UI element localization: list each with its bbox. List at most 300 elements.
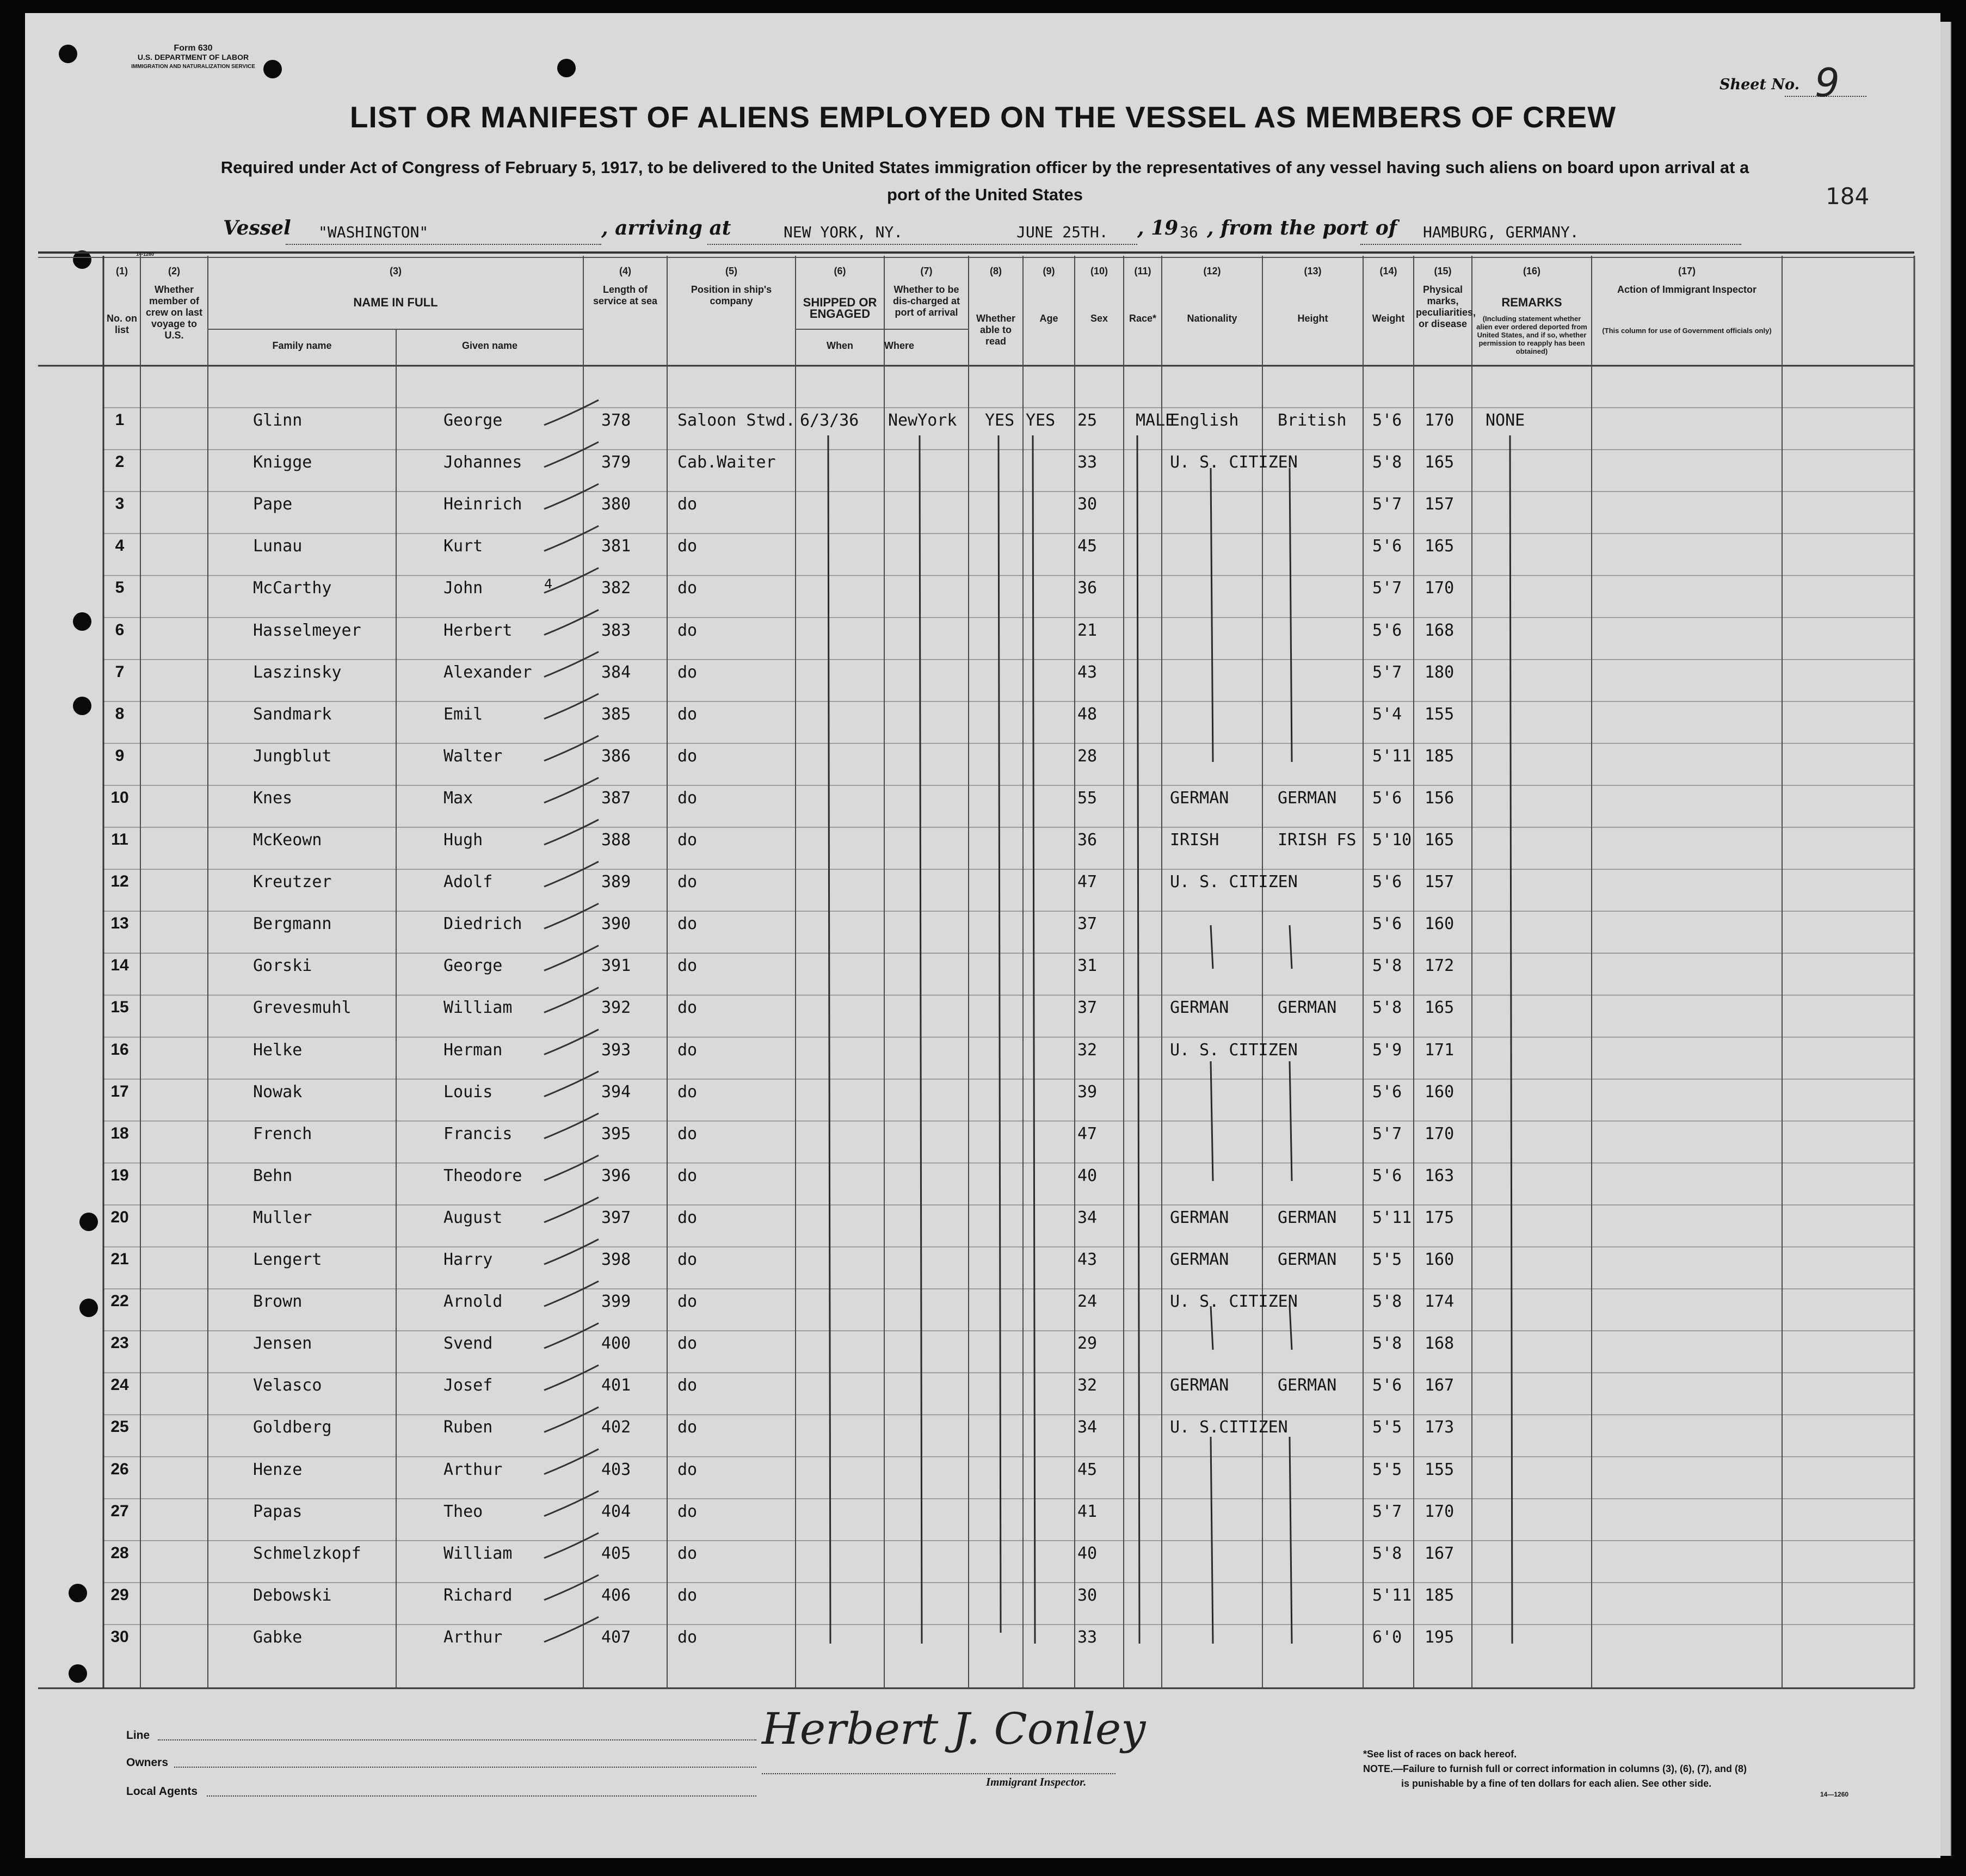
race: U. S. CITIZEN <box>1170 1292 1298 1312</box>
age: 32 <box>1077 1376 1098 1395</box>
length-of-service: 391 <box>601 956 631 976</box>
weight: 195 <box>1425 1627 1455 1647</box>
given-name: Heinrich <box>443 495 522 514</box>
ditto-line <box>1290 1437 1292 1644</box>
weight: 185 <box>1425 1585 1455 1605</box>
height: 5'5 <box>1372 1418 1402 1437</box>
check-mark <box>544 1030 599 1055</box>
weight: 155 <box>1425 1460 1455 1479</box>
age: 30 <box>1077 495 1098 514</box>
family-name: Henze <box>253 1460 303 1479</box>
family-name: Papas <box>253 1502 303 1521</box>
position-in-company: do <box>677 1376 698 1395</box>
subtitle-line-1: Required under Act of Congress of February 5, 1917, to be delivered to the United States immigration officer by the representatives of any vessel having such aliens on board upon arrival at a <box>220 158 1749 177</box>
sheet-number: 9 <box>1815 60 1840 106</box>
position-in-company: do <box>677 1543 698 1563</box>
given-name: George <box>443 411 503 430</box>
check-mark <box>544 1114 599 1139</box>
from-port: HAMBURG, GERMANY. <box>1423 223 1579 241</box>
ditto-line <box>1137 435 1139 1644</box>
column-number: (2) <box>168 266 180 276</box>
position-in-company: do <box>677 1082 698 1102</box>
column-number: (1) <box>116 266 128 276</box>
check-mark <box>544 1155 599 1180</box>
family-name: Debowski <box>253 1585 332 1605</box>
weight: 157 <box>1425 872 1455 892</box>
family-name: McKeown <box>253 831 322 850</box>
height: 5'6 <box>1372 1082 1402 1102</box>
column-header: Nationality <box>1187 313 1237 324</box>
row-number: 6 <box>115 620 125 639</box>
age: 25 <box>1077 411 1098 430</box>
height: 5'7 <box>1372 662 1402 682</box>
column-number: (3) <box>390 266 402 276</box>
ditto-line <box>920 435 922 1644</box>
row-number: 16 <box>110 1040 129 1059</box>
nationality: IRISH FS <box>1278 831 1357 850</box>
family-name: Jensen <box>253 1334 312 1354</box>
check-mark <box>544 526 599 551</box>
check-mark <box>544 1449 599 1474</box>
given-name: Adolf <box>443 872 493 892</box>
family-name: Lengert <box>253 1250 322 1269</box>
row-number: 21 <box>110 1250 129 1268</box>
height: 5'8 <box>1372 1292 1402 1312</box>
given-name: Josef <box>443 1376 493 1395</box>
check-mark <box>544 400 599 425</box>
height: 5'9 <box>1372 1040 1402 1060</box>
check-mark <box>544 1365 599 1390</box>
age: 47 <box>1077 872 1098 892</box>
weight: 170 <box>1425 1502 1455 1521</box>
given-name: Arthur <box>443 1627 503 1647</box>
family-name: Pape <box>253 495 293 514</box>
family-name: Goldberg <box>253 1418 332 1437</box>
given-name: Max <box>443 788 473 808</box>
column-number: (6) <box>834 266 846 276</box>
length-of-service: 404 <box>601 1502 631 1521</box>
ditto-line <box>1290 925 1292 969</box>
column-header: Weight <box>1372 313 1405 324</box>
length-of-service: 379 <box>601 453 631 472</box>
age: 47 <box>1077 1124 1098 1143</box>
weight: 185 <box>1425 746 1455 766</box>
row-number: 17 <box>110 1082 129 1100</box>
family-name: Muller <box>253 1208 312 1227</box>
length-of-service: 405 <box>601 1543 631 1563</box>
age: 21 <box>1077 620 1098 640</box>
race: GERMAN <box>1170 1208 1229 1227</box>
check-mark <box>544 903 599 928</box>
age: 43 <box>1077 1250 1098 1269</box>
ditto-line <box>1510 435 1512 1644</box>
column-number: (9) <box>1043 266 1055 276</box>
weight: 168 <box>1425 620 1455 640</box>
given-name: Diedrich <box>443 914 522 934</box>
row-number: 23 <box>110 1334 129 1352</box>
family-name: Jungblut <box>253 746 332 766</box>
check-mark <box>544 945 599 970</box>
height: 5'5 <box>1372 1250 1402 1269</box>
given-name: Kurt <box>443 537 483 556</box>
row-number: 19 <box>110 1166 129 1184</box>
weight: 172 <box>1425 956 1455 976</box>
position-in-company: do <box>677 620 698 640</box>
row-number: 7 <box>115 662 125 681</box>
height: 5'6 <box>1372 1166 1402 1185</box>
length-of-service: 407 <box>601 1627 631 1647</box>
given-name: Theodore <box>443 1166 522 1185</box>
column-header: Physical marks, peculiarities, or disease <box>1416 284 1476 329</box>
given-name: Richard <box>443 1585 513 1605</box>
race: IRISH <box>1170 831 1219 850</box>
given-name: Herman <box>443 1040 503 1060</box>
age: 39 <box>1077 1082 1098 1102</box>
length-of-service: 395 <box>601 1124 631 1143</box>
age: 28 <box>1077 746 1098 766</box>
height: 5'10 <box>1372 831 1412 850</box>
given-name: Svend <box>443 1334 493 1354</box>
check-mark <box>544 736 599 761</box>
shipped-when: 6/3/36 <box>800 411 859 430</box>
check-mark <box>544 1491 599 1516</box>
given-name: William <box>443 998 513 1018</box>
family-name: Knigge <box>253 453 312 472</box>
column-number: (14) <box>1379 266 1397 276</box>
agents-fill-line <box>207 1795 756 1797</box>
age: 45 <box>1077 537 1098 556</box>
height: 5'8 <box>1372 956 1402 976</box>
column-subheader: (This column for use of Government officials only) <box>1602 327 1772 335</box>
position-in-company: do <box>677 872 698 892</box>
position-in-company: do <box>677 1585 698 1605</box>
column-header: Sex <box>1090 313 1108 324</box>
height: 5'8 <box>1372 453 1402 472</box>
height: 5'4 <box>1372 704 1402 724</box>
row-number: 29 <box>110 1585 129 1604</box>
position-in-company: Cab.Waiter <box>677 453 776 472</box>
weight: 156 <box>1425 788 1455 808</box>
position-in-company: Saloon Stwd. <box>677 411 796 430</box>
position-in-company: do <box>677 1418 698 1437</box>
form-number: Form 630 <box>174 44 213 53</box>
row-number: 12 <box>110 872 129 891</box>
height: 5'7 <box>1372 579 1402 598</box>
check-mark <box>544 1239 599 1264</box>
length-of-service: 400 <box>601 1334 631 1354</box>
family-name: Knes <box>253 788 293 808</box>
family-name: Nowak <box>253 1082 303 1102</box>
check-mark <box>544 1197 599 1222</box>
position-in-company: do <box>677 537 698 556</box>
weight: 160 <box>1425 1082 1455 1102</box>
height: 5'6 <box>1372 914 1402 934</box>
race: GERMAN <box>1170 1250 1229 1269</box>
length-of-service: 380 <box>601 495 631 514</box>
weight: 157 <box>1425 495 1455 514</box>
row-number: 20 <box>110 1208 129 1226</box>
row-number: 18 <box>110 1124 129 1142</box>
height: 5'6 <box>1372 411 1402 430</box>
length-of-service: 401 <box>601 1376 631 1395</box>
given-name: William <box>443 1543 513 1563</box>
check-mark <box>544 820 599 845</box>
length-of-service: 393 <box>601 1040 631 1060</box>
weight: 163 <box>1425 1166 1455 1185</box>
position-in-company: do <box>677 914 698 934</box>
row-number: 2 <box>115 453 125 471</box>
position-in-company: do <box>677 998 698 1018</box>
check-mark <box>544 1617 599 1642</box>
ditto-line <box>828 435 830 1644</box>
length-of-service: 402 <box>601 1418 631 1437</box>
column-subheader: (Including statement whether alien ever ordered deported from United States, and if so, whether permission to reapply has been obtained) <box>1476 315 1587 355</box>
row-number: 14 <box>110 956 129 975</box>
check-mark <box>544 1575 599 1600</box>
position-in-company: do <box>677 1040 698 1060</box>
row-number: 26 <box>110 1460 129 1478</box>
column-header: SHIPPED OR ENGAGED <box>803 296 877 321</box>
length-of-service: 381 <box>601 537 631 556</box>
family-name: Sandmark <box>253 704 332 724</box>
family-name: Gabke <box>253 1627 303 1647</box>
age: 29 <box>1077 1334 1098 1354</box>
family-name: Grevesmuhl <box>253 998 352 1018</box>
height: 5'6 <box>1372 872 1402 892</box>
family-name: Helke <box>253 1040 303 1060</box>
sex: MALE <box>1136 411 1175 430</box>
age: 33 <box>1077 1627 1098 1647</box>
ditto-line <box>1290 468 1292 762</box>
column-header: REMARKS <box>1501 296 1562 309</box>
family-name: Glinn <box>253 411 303 430</box>
age: 41 <box>1077 1502 1098 1521</box>
able-to-read: YES <box>1026 411 1056 430</box>
given-name: Theo <box>443 1502 483 1521</box>
arriving-label: , arriving at <box>601 217 731 239</box>
position-in-company: do <box>677 1208 698 1227</box>
weight: 170 <box>1425 1124 1455 1143</box>
row-number: 8 <box>115 704 125 723</box>
column-subheader: Family name <box>272 340 332 351</box>
age: 37 <box>1077 914 1098 934</box>
footnotes <box>1363 1747 1747 1791</box>
page-title: LIST OR MANIFEST OF ALIENS EMPLOYED ON THE VESSEL AS MEMBERS OF CREW <box>349 100 1617 134</box>
check-mark <box>544 987 599 1012</box>
check-mark <box>544 694 599 719</box>
height: 5'8 <box>1372 998 1402 1018</box>
age: 55 <box>1077 788 1098 808</box>
race: U. S. CITIZEN <box>1170 1040 1298 1060</box>
column-subheader: When <box>827 340 853 351</box>
given-name: Alexander <box>443 662 532 682</box>
ditto-line <box>999 435 1001 1633</box>
row-number: 13 <box>110 914 129 933</box>
age: 36 <box>1077 831 1098 850</box>
column-number: (12) <box>1203 266 1221 276</box>
height: 5'11 <box>1372 1208 1412 1227</box>
ditto-line <box>1211 468 1213 762</box>
arrival-year: 36 <box>1180 223 1198 241</box>
row-number: 22 <box>110 1292 129 1311</box>
column-header: No. on list <box>107 313 137 335</box>
races-note: *See list of races on back hereof. <box>1363 1749 1517 1760</box>
check-mark <box>544 484 599 509</box>
ditto-line <box>1211 1437 1213 1644</box>
race: English <box>1170 411 1239 430</box>
ditto-line <box>1290 1306 1292 1350</box>
check-mark <box>544 652 599 677</box>
nationality: GERMAN <box>1278 1376 1337 1395</box>
position-in-company: do <box>677 579 698 598</box>
margin-note: 4 <box>544 576 553 592</box>
age: 37 <box>1077 998 1098 1018</box>
age: 40 <box>1077 1543 1098 1563</box>
weight: 180 <box>1425 662 1455 682</box>
vessel-name: "WASHINGTON" <box>318 223 429 241</box>
given-name: Arnold <box>443 1292 503 1312</box>
print-code: 14—1260 <box>1820 1791 1849 1798</box>
position-in-company: do <box>677 788 698 808</box>
length-of-service: 389 <box>601 872 631 892</box>
ditto-line <box>1033 435 1035 1644</box>
row-number: 15 <box>110 998 129 1017</box>
height: 5'6 <box>1372 620 1402 640</box>
check-mark <box>544 1407 599 1432</box>
length-of-service: 392 <box>601 998 631 1018</box>
family-name: Velasco <box>253 1376 322 1395</box>
stamped-page-number: 184 <box>1826 183 1870 210</box>
given-name: Emil <box>443 704 483 724</box>
family-name: Hasselmeyer <box>253 620 361 640</box>
length-of-service: 388 <box>601 831 631 850</box>
column-header: Age <box>1039 313 1058 324</box>
shipped-where: NewYork <box>888 411 957 430</box>
height: 5'8 <box>1372 1334 1402 1354</box>
row-number: 30 <box>110 1627 129 1646</box>
column-number: (11) <box>1134 266 1151 276</box>
given-name: Arthur <box>443 1460 503 1479</box>
given-name: Johannes <box>443 453 522 472</box>
check-mark <box>544 442 599 467</box>
age: 34 <box>1077 1208 1098 1227</box>
weight: 167 <box>1425 1376 1455 1395</box>
row-number: 9 <box>115 746 125 765</box>
column-number: (4) <box>619 266 631 276</box>
owners-label: Owners <box>126 1756 169 1769</box>
weight: 173 <box>1425 1418 1455 1437</box>
column-header: Whether to be dis-charged at port of arrival <box>892 284 960 318</box>
row-number: 25 <box>110 1418 129 1436</box>
age: 45 <box>1077 1460 1098 1479</box>
height: 5'7 <box>1372 1124 1402 1143</box>
age: 30 <box>1077 1585 1098 1605</box>
family-name: Gorski <box>253 956 312 976</box>
given-name: Hugh <box>443 831 483 850</box>
weight: 170 <box>1425 579 1455 598</box>
length-of-service: 384 <box>601 662 631 682</box>
row-number: 4 <box>115 537 125 555</box>
race: GERMAN <box>1170 998 1229 1018</box>
race: GERMAN <box>1170 788 1229 808</box>
column-header: Action of Immigrant Inspector <box>1617 284 1757 295</box>
height: 5'11 <box>1372 1585 1412 1605</box>
given-name: Ruben <box>443 1418 493 1437</box>
length-of-service: 378 <box>601 411 631 430</box>
age: 36 <box>1077 579 1098 598</box>
position-in-company: do <box>677 1502 698 1521</box>
weight: 167 <box>1425 1543 1455 1563</box>
sheet-label: Sheet No. <box>1720 76 1799 93</box>
column-number: (7) <box>920 266 933 276</box>
height: 5'6 <box>1372 788 1402 808</box>
line-fill-line <box>158 1739 756 1740</box>
line-label: Line <box>126 1729 150 1742</box>
length-of-service: 399 <box>601 1292 631 1312</box>
column-number: (10) <box>1090 266 1108 276</box>
length-of-service: 394 <box>601 1082 631 1102</box>
age: 40 <box>1077 1166 1098 1185</box>
physical-marks: NONE <box>1486 411 1525 430</box>
given-name: Louis <box>443 1082 493 1102</box>
family-name: Schmelzkopf <box>253 1543 361 1563</box>
weight: 165 <box>1425 453 1455 472</box>
weight: 171 <box>1425 1040 1455 1060</box>
service-name: IMMIGRATION AND NATURALIZATION SERVICE <box>131 64 255 70</box>
row-number: 24 <box>110 1376 129 1394</box>
column-number: (13) <box>1304 266 1322 276</box>
given-name: Francis <box>443 1124 513 1143</box>
arrival-date: JUNE 25TH. <box>1016 223 1108 241</box>
age: 24 <box>1077 1292 1098 1312</box>
family-name: Laszinsky <box>253 662 342 682</box>
column-number: (8) <box>990 266 1002 276</box>
column-number: (5) <box>725 266 737 276</box>
family-name: French <box>253 1124 312 1143</box>
column-header: Race* <box>1129 313 1157 324</box>
column-header: Height <box>1297 313 1328 324</box>
race: GERMAN <box>1170 1376 1229 1395</box>
age: 43 <box>1077 662 1098 682</box>
height: 6'0 <box>1372 1627 1402 1647</box>
row-number: 3 <box>115 495 125 513</box>
position-in-company: do <box>677 1460 698 1479</box>
age: 32 <box>1077 1040 1098 1060</box>
height: 5'7 <box>1372 495 1402 514</box>
length-of-service: 396 <box>601 1166 631 1185</box>
inspector-label: Immigrant Inspector. <box>986 1775 1087 1788</box>
length-of-service: 390 <box>601 914 631 934</box>
nationality: GERMAN <box>1278 1250 1337 1269</box>
age: 33 <box>1077 453 1098 472</box>
length-of-service: 386 <box>601 746 631 766</box>
weight: 175 <box>1425 1208 1455 1227</box>
check-mark <box>544 1072 599 1097</box>
height: 5'8 <box>1372 1543 1402 1563</box>
height: 5'6 <box>1372 1376 1402 1395</box>
given-name: John <box>443 579 483 598</box>
age: 31 <box>1077 956 1098 976</box>
given-name: August <box>443 1208 503 1227</box>
row-number: 27 <box>110 1502 129 1520</box>
age: 48 <box>1077 704 1098 724</box>
check-mark <box>544 1533 599 1558</box>
length-of-service: 398 <box>601 1250 631 1269</box>
nationality: GERMAN <box>1278 1208 1337 1227</box>
weight: 165 <box>1425 831 1455 850</box>
race: U. S.CITIZEN <box>1170 1418 1288 1437</box>
nationality: GERMAN <box>1278 788 1337 808</box>
